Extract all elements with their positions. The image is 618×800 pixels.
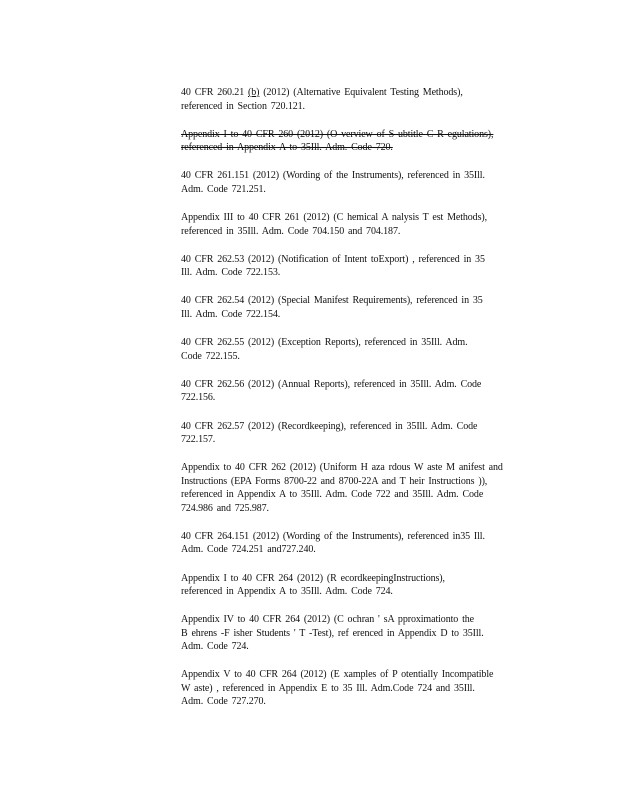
- entry-text: Adm. Code 721.251.: [181, 183, 266, 195]
- reference-entry: [181, 294, 537, 321]
- entry-line: [181, 543, 537, 557]
- reference-list: [181, 86, 537, 724]
- entry-text: 40 CFR 262.54 (2012) (Special Manifest Requirements), referenced in 35: [181, 295, 483, 307]
- entry-text: Adm. Code 724.251 and727.240.: [181, 544, 316, 556]
- entry-line: [181, 695, 537, 709]
- entry-line: [181, 253, 537, 267]
- entry-line: [181, 475, 537, 489]
- entry-text: Ill. Adm. Code 722.154.: [181, 308, 281, 320]
- reference-entry: [181, 420, 537, 447]
- entry-text: 40 CFR 262.53 (2012) (Notification of Intent toExport) , referenced in 35: [181, 253, 485, 265]
- struck-reference-entry: [181, 128, 537, 155]
- entry-text: 40 CFR 261.151 (2012) (Wording of the Instruments), referenced in 35Ill.: [181, 170, 485, 182]
- entry-text: W aste) , referenced in Appendix E to 35 Ill. Adm.Code 724 and 35Ill.: [181, 682, 475, 694]
- entry-text: 724.986 and 725.987.: [181, 502, 269, 514]
- entry-text: referenced in Appendix A to 35Ill. Adm. Code 724.: [181, 586, 393, 598]
- entry-text: referenced in Section 720.121.: [181, 100, 305, 112]
- entry-line: [181, 225, 537, 239]
- reference-entry: [181, 378, 537, 405]
- entry-text: referenced in 35Ill. Adm. Code 704.150 and 704.187.: [181, 225, 401, 237]
- entry-line: [181, 391, 537, 405]
- entry-line: [181, 128, 537, 142]
- entry-line: [181, 294, 537, 308]
- entry-line: [181, 211, 537, 225]
- entry-line: [181, 461, 537, 475]
- entry-text: 40 CFR 262.56 (2012) (Annual Reports), referenced in 35Ill. Adm. Code: [181, 378, 482, 390]
- underlined-insertion: (b): [248, 87, 260, 98]
- reference-entry: [181, 169, 537, 196]
- entry-line: [181, 169, 537, 183]
- entry-line: [181, 613, 537, 627]
- entry-line: [181, 640, 537, 654]
- entry-text: Appendix III to 40 CFR 261 (2012) (C hemical A nalysis T est Methods),: [181, 212, 488, 224]
- entry-text: Adm. Code 727.270.: [181, 696, 266, 708]
- entry-line: [181, 266, 537, 280]
- reference-entry: [181, 530, 537, 557]
- entry-line: [181, 585, 537, 599]
- entry-text: referenced in Appendix A to 35Ill. Adm. Code 722 and 35Ill. Adm. Code: [181, 489, 484, 501]
- entry-text: 40 CFR 262.57 (2012) (Recordkeeping), referenced in 35Ill. Adm. Code: [181, 420, 478, 432]
- entry-line: [181, 420, 537, 434]
- entry-line: [181, 530, 537, 544]
- reference-entry: [181, 572, 537, 599]
- reference-entry: [181, 86, 537, 113]
- entry-text: Appendix to 40 CFR 262 (2012) (Uniform H aza rdous W aste M anifest and: [181, 462, 503, 474]
- reference-entry: [181, 613, 537, 654]
- entry-text: Ill. Adm. Code 722.153.: [181, 267, 281, 279]
- entry-line: [181, 627, 537, 641]
- entry-line: [181, 378, 537, 392]
- entry-text: Appendix I to 40 CFR 264 (2012) (R ecordkeepingInstructions),: [181, 572, 445, 584]
- entry-line: [181, 350, 537, 364]
- entry-line: [181, 141, 537, 155]
- entry-line: [181, 86, 537, 100]
- entry-line: [181, 433, 537, 447]
- entry-line: [181, 668, 537, 682]
- entry-text: Instructions (EPA Forms 8700-22 and 8700-22A and T heir Instructions )),: [181, 475, 488, 487]
- entry-text: Appendix I to 40 CFR 260 (2012) (O verview of S ubtitle C R egulations),: [181, 128, 494, 140]
- entry-line: [181, 100, 537, 114]
- entry-line: [181, 502, 537, 516]
- entry-text: 40 CFR 260.21: [181, 87, 249, 98]
- entry-text: B ehrens -F isher Students ' T -Test), ref erenced in Appendix D to 35Ill.: [181, 627, 484, 639]
- entry-line: [181, 183, 537, 197]
- entry-line: [181, 308, 537, 322]
- entry-text: 40 CFR 264.151 (2012) (Wording of the Instruments), referenced in35 Ill.: [181, 530, 485, 542]
- reference-entry: [181, 668, 537, 709]
- entry-text: Adm. Code 724.: [181, 641, 249, 653]
- reference-entry: [181, 461, 537, 515]
- reference-entry: [181, 211, 537, 238]
- entry-text: (2012) (Alternative Equivalent Testing Methods),: [259, 87, 463, 98]
- entry-text: Code 722.155.: [181, 350, 240, 362]
- entry-text: referenced in Appendix A to 35Ill. Adm. Code 720.: [181, 142, 393, 154]
- entry-text: 722.156.: [181, 392, 216, 404]
- entry-line: [181, 572, 537, 586]
- entry-line: [181, 336, 537, 350]
- entry-text: Appendix V to 40 CFR 264 (2012) (E xamples of P otentially Incompatible: [181, 669, 494, 681]
- entry-text: 722.157.: [181, 434, 216, 445]
- reference-entry: [181, 253, 537, 280]
- entry-text: 40 CFR 262.55 (2012) (Exception Reports), referenced in 35Ill. Adm.: [181, 337, 468, 349]
- reference-entry: [181, 336, 537, 363]
- entry-text: Appendix IV to 40 CFR 264 (2012) (C ochran ' sA pproximationto the: [181, 614, 474, 626]
- entry-line: [181, 488, 537, 502]
- entry-line: [181, 682, 537, 696]
